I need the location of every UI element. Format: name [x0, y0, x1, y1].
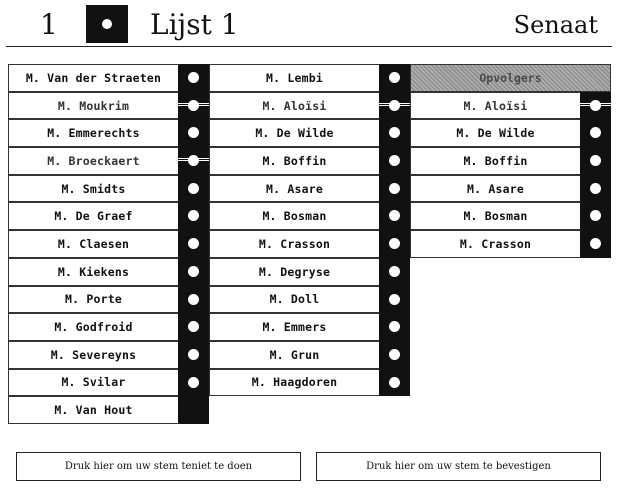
candidate-vote-cell[interactable]: [379, 202, 410, 230]
ballot-header: [0, 0, 620, 48]
vote-dot-icon: [590, 183, 601, 194]
vote-dot-icon: [389, 183, 400, 194]
candidate-row[interactable]: [8, 64, 209, 92]
confirm-vote-button[interactable]: Druk hier om uw stem te bevestigen: [316, 452, 601, 481]
candidate-row[interactable]: [410, 92, 611, 120]
vote-dot-icon: [188, 238, 199, 249]
candidate-vote-cell[interactable]: [379, 369, 410, 397]
vote-dot-icon: [590, 155, 601, 166]
candidate-row[interactable]: [410, 175, 611, 203]
candidate-row[interactable]: [8, 341, 209, 369]
candidate-name[interactable]: M. Grun: [209, 341, 379, 369]
candidate-name[interactable]: M. Bosman: [410, 202, 580, 230]
vote-dot-icon: [590, 127, 601, 138]
candidate-name[interactable]: M. Crasson: [410, 230, 580, 258]
candidate-name[interactable]: M. Claesen: [8, 230, 178, 258]
candidate-row[interactable]: [209, 313, 410, 341]
cancel-vote-button[interactable]: Druk hier om uw stem teniet te doen: [16, 452, 301, 481]
successor-header: Opvolgers: [410, 64, 611, 92]
candidate-name[interactable]: M. Doll: [209, 286, 379, 314]
vote-dot-icon: [188, 155, 199, 166]
candidate-name[interactable]: M. Svilar: [8, 369, 178, 397]
candidate-name[interactable]: M. Aloïsi: [209, 92, 379, 120]
candidate-vote-cell[interactable]: [379, 92, 410, 120]
candidate-name[interactable]: M. Lembi: [209, 64, 379, 92]
header-divider: [6, 46, 612, 47]
candidate-row[interactable]: [8, 119, 209, 147]
candidate-name[interactable]: M. Haagdoren: [209, 369, 379, 397]
vote-dot-icon: [188, 377, 199, 388]
candidate-name[interactable]: M. Aloïsi: [410, 92, 580, 120]
candidate-row[interactable]: [8, 147, 209, 175]
candidate-name[interactable]: M. Severeyns: [8, 341, 178, 369]
vote-dot-icon: [389, 100, 400, 111]
candidate-row[interactable]: [8, 369, 209, 397]
vote-dot-icon: [188, 100, 199, 111]
candidate-name[interactable]: M. Porte: [8, 286, 178, 314]
vote-dot-icon: [389, 72, 400, 83]
candidate-row[interactable]: [209, 258, 410, 286]
vote-dot-icon: [188, 210, 199, 221]
candidate-row[interactable]: [8, 230, 209, 258]
list-vote-button[interactable]: [86, 5, 128, 43]
candidate-vote-cell[interactable]: [580, 92, 611, 120]
vote-dot-icon: [188, 321, 199, 332]
candidate-vote-cell[interactable]: [178, 119, 209, 147]
candidate-name[interactable]: M. De Wilde: [410, 119, 580, 147]
candidate-row[interactable]: [209, 369, 410, 397]
candidate-row[interactable]: [8, 92, 209, 120]
candidate-vote-cell[interactable]: [178, 369, 209, 397]
candidate-vote-cell[interactable]: [580, 175, 611, 203]
candidate-vote-cell[interactable]: [178, 230, 209, 258]
candidate-row[interactable]: [209, 147, 410, 175]
candidate-name[interactable]: M. Smidts: [8, 175, 178, 203]
vote-dot-icon: [389, 266, 400, 277]
assembly-title: Senaat: [513, 11, 598, 39]
vote-dot-icon: [389, 377, 400, 388]
vote-dot-icon: [188, 349, 199, 360]
candidate-name[interactable]: M. Boffin: [410, 147, 580, 175]
candidate-name[interactable]: M. Van der Straeten: [8, 64, 178, 92]
vote-dot-icon: [389, 294, 400, 305]
candidate-name[interactable]: M. Crasson: [209, 230, 379, 258]
vote-dot-icon: [590, 100, 601, 111]
vote-dot-icon: [188, 183, 199, 194]
candidate-name[interactable]: M. Emmers: [209, 313, 379, 341]
candidate-vote-cell[interactable]: [379, 286, 410, 314]
candidate-name[interactable]: M. Broeckaert: [8, 147, 178, 175]
candidate-vote-cell[interactable]: [580, 147, 611, 175]
vote-dot-icon: [188, 266, 199, 277]
candidate-row[interactable]: [8, 202, 209, 230]
candidate-row[interactable]: [209, 286, 410, 314]
candidate-name[interactable]: M. Asare: [410, 175, 580, 203]
candidate-vote-cell[interactable]: [178, 396, 209, 424]
candidate-column-1: [8, 64, 209, 424]
candidate-row[interactable]: [8, 396, 209, 424]
candidate-vote-cell[interactable]: [178, 258, 209, 286]
candidate-name[interactable]: M. Boffin: [209, 147, 379, 175]
candidate-row[interactable]: [8, 313, 209, 341]
candidate-vote-cell[interactable]: [178, 92, 209, 120]
candidate-name[interactable]: M. Van Hout: [8, 396, 178, 424]
candidate-row[interactable]: [209, 202, 410, 230]
candidate-name[interactable]: M. De Graef: [8, 202, 178, 230]
vote-dot-icon: [389, 210, 400, 221]
list-number: 1: [40, 8, 58, 41]
list-name: Lijst 1: [150, 8, 239, 41]
candidate-vote-cell[interactable]: [379, 230, 410, 258]
vote-dot-icon: [590, 210, 601, 221]
successor-column: [410, 64, 611, 258]
vote-dot-icon: [389, 321, 400, 332]
candidate-name[interactable]: M. De Wilde: [209, 119, 379, 147]
candidate-vote-cell[interactable]: [379, 341, 410, 369]
vote-dot-icon: [389, 238, 400, 249]
vote-dot-icon: [590, 238, 601, 249]
candidate-vote-cell[interactable]: [178, 202, 209, 230]
candidate-row[interactable]: [410, 202, 611, 230]
candidate-vote-cell[interactable]: [580, 202, 611, 230]
successor-header-row: [410, 64, 611, 92]
list-vote-dot-icon: [102, 19, 112, 29]
candidate-column-2: [209, 64, 410, 396]
candidate-row[interactable]: [209, 341, 410, 369]
candidate-name[interactable]: M. Bosman: [209, 202, 379, 230]
vote-dot-icon: [389, 349, 400, 360]
candidate-row[interactable]: [410, 119, 611, 147]
candidate-row[interactable]: [8, 175, 209, 203]
candidate-vote-cell[interactable]: [379, 313, 410, 341]
candidate-vote-cell[interactable]: [580, 230, 611, 258]
candidate-row[interactable]: [8, 286, 209, 314]
candidate-row[interactable]: [8, 258, 209, 286]
candidate-row[interactable]: [410, 230, 611, 258]
candidate-row[interactable]: [209, 64, 410, 92]
candidate-row[interactable]: [209, 92, 410, 120]
candidate-vote-cell[interactable]: [178, 64, 209, 92]
candidate-vote-cell[interactable]: [379, 147, 410, 175]
candidate-vote-cell[interactable]: [178, 286, 209, 314]
candidate-vote-cell[interactable]: [379, 64, 410, 92]
vote-dot-icon: [188, 294, 199, 305]
vote-dot-icon: [389, 155, 400, 166]
vote-dot-icon: [188, 72, 199, 83]
vote-dot-icon: [389, 127, 400, 138]
candidate-vote-cell[interactable]: [178, 147, 209, 175]
candidate-vote-cell[interactable]: [178, 175, 209, 203]
candidate-name[interactable]: M. Moukrim: [8, 92, 178, 120]
candidate-row[interactable]: [209, 175, 410, 203]
candidate-name[interactable]: M. Degryse: [209, 258, 379, 286]
candidate-row[interactable]: [209, 119, 410, 147]
candidate-row[interactable]: [410, 147, 611, 175]
candidate-vote-cell[interactable]: [178, 341, 209, 369]
candidate-vote-cell[interactable]: [379, 258, 410, 286]
candidate-vote-cell[interactable]: [178, 313, 209, 341]
candidate-name[interactable]: M. Asare: [209, 175, 379, 203]
candidate-vote-cell[interactable]: [379, 175, 410, 203]
candidate-name[interactable]: M. Kiekens: [8, 258, 178, 286]
candidate-vote-cell[interactable]: [580, 119, 611, 147]
candidate-name[interactable]: M. Emmerechts: [8, 119, 178, 147]
candidate-row[interactable]: [209, 230, 410, 258]
candidate-vote-cell[interactable]: [379, 119, 410, 147]
vote-dot-icon: [188, 127, 199, 138]
candidate-name[interactable]: M. Godfroid: [8, 313, 178, 341]
